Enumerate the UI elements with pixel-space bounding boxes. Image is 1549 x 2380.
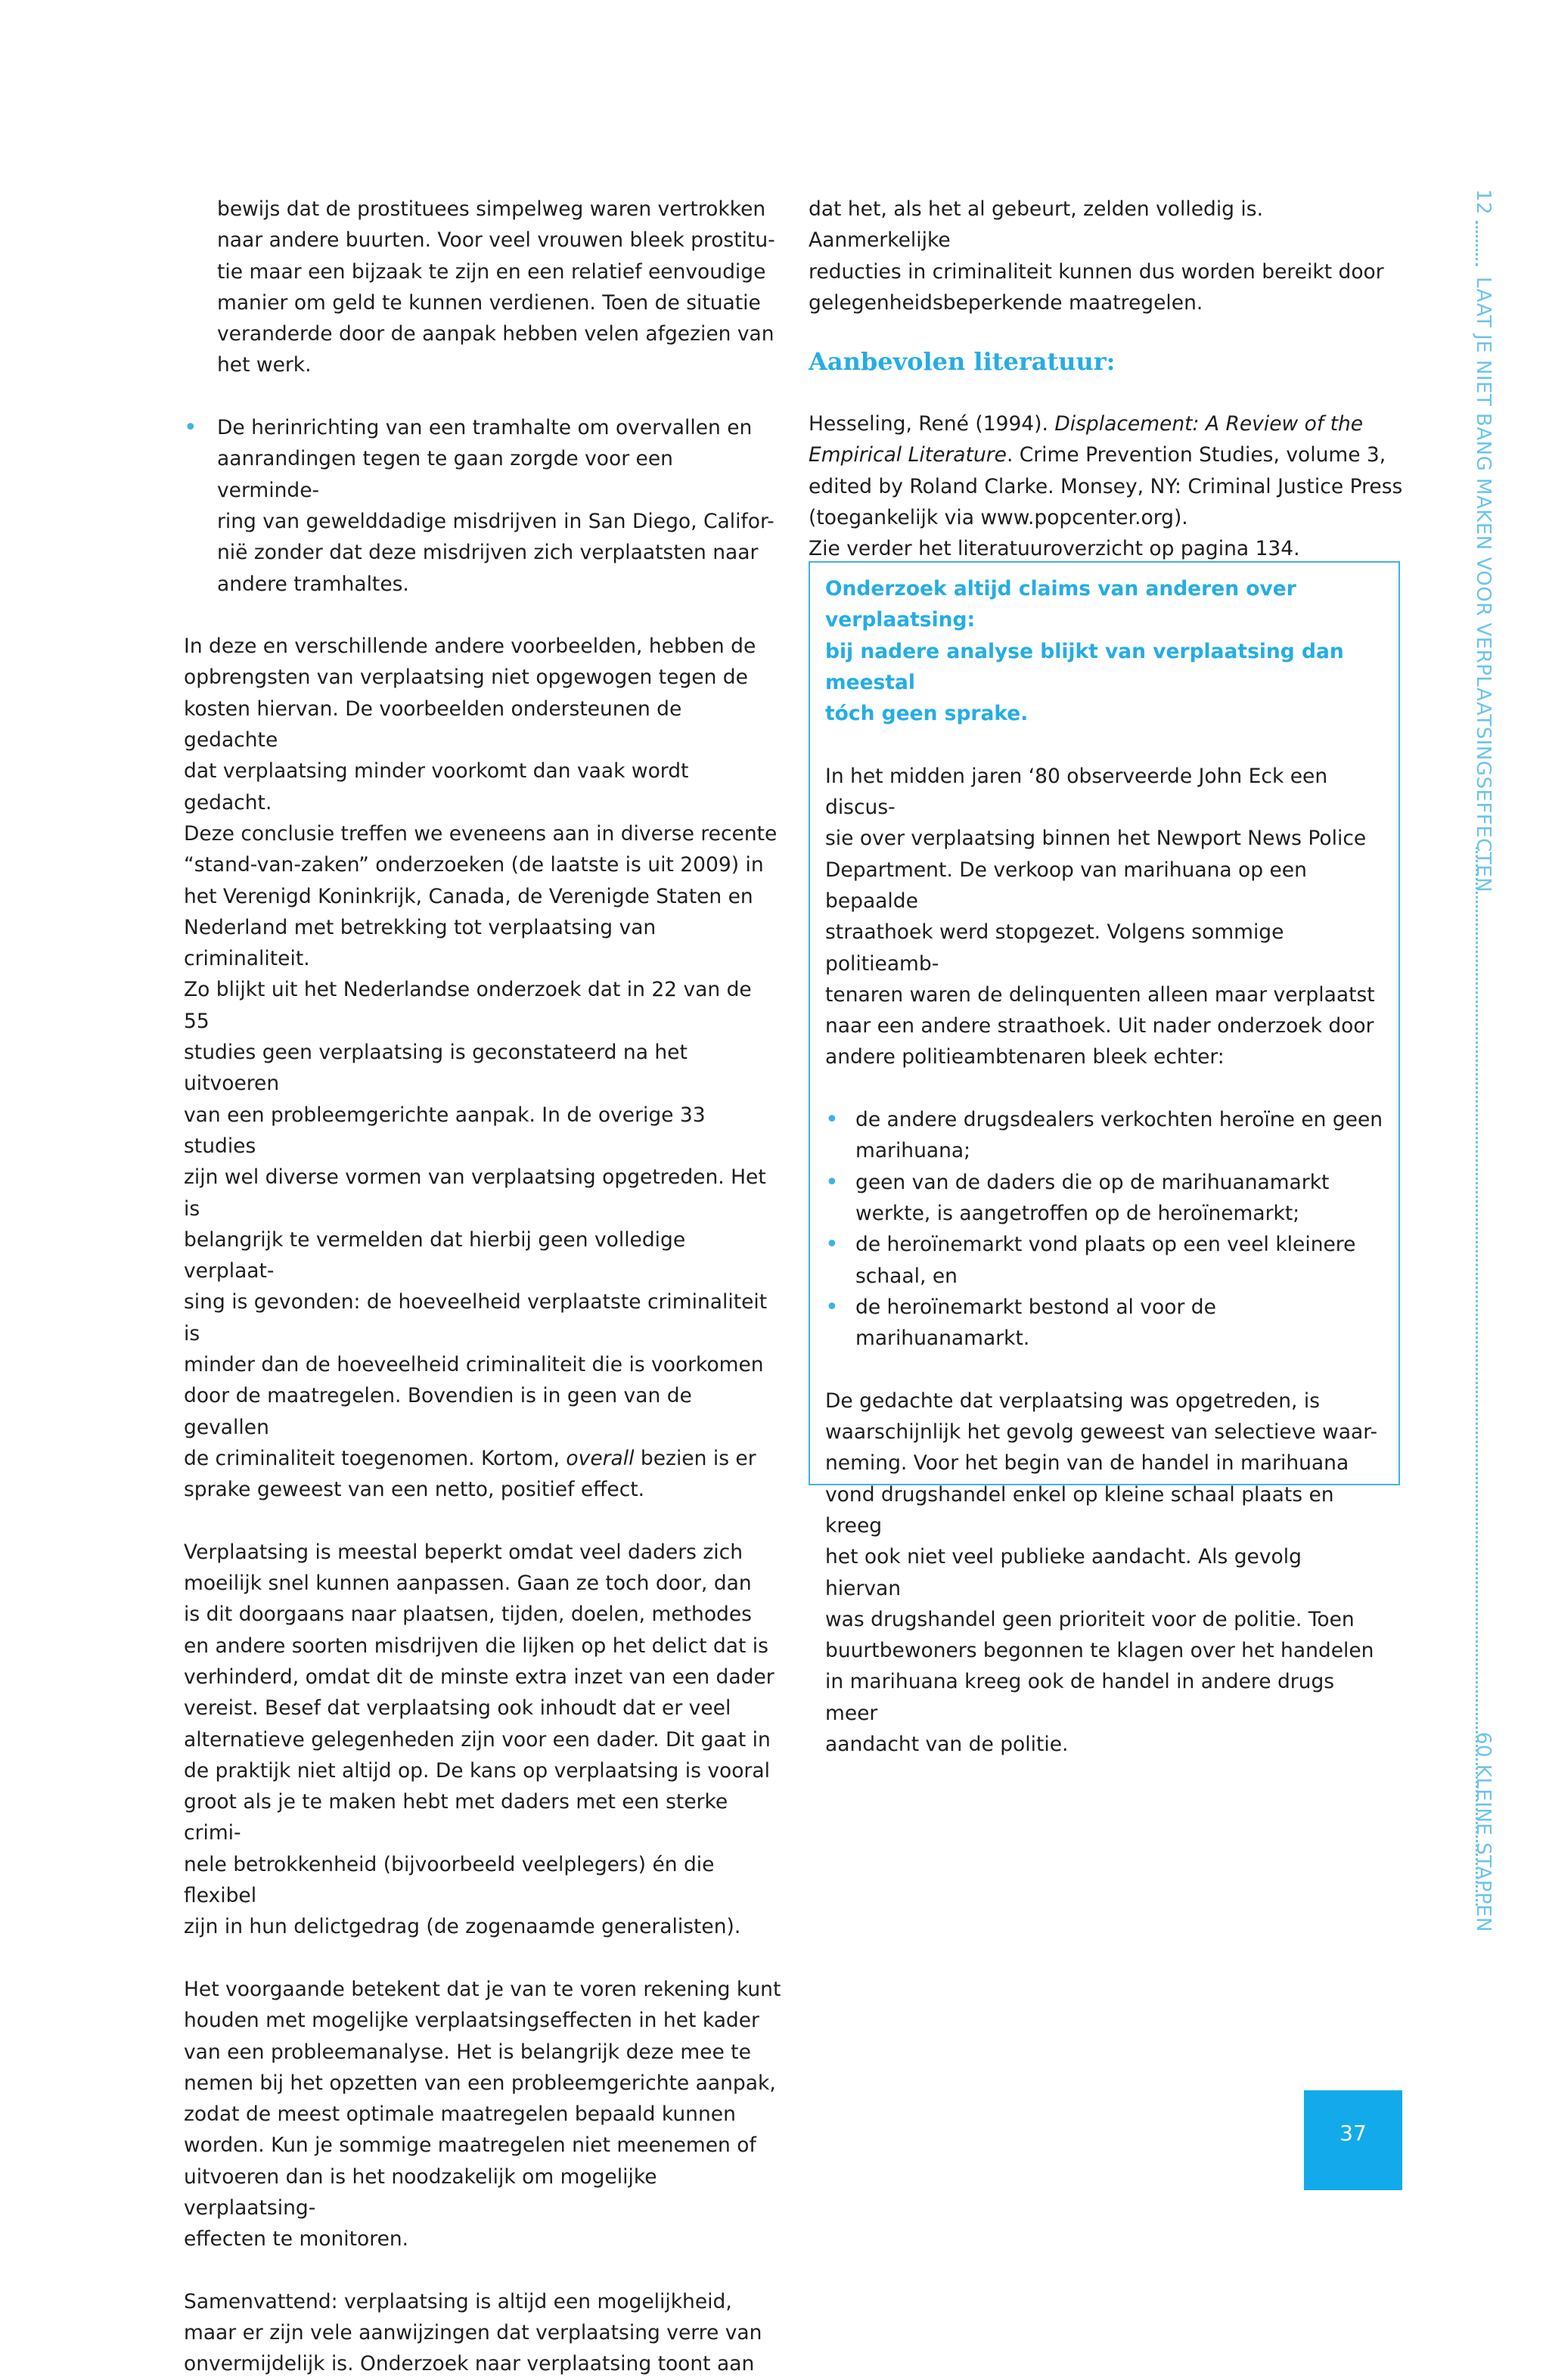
callout-title: Onderzoek altijd claims van anderen over verplaatsing: bij nadere analyse blijkt van verplaatsing dan meestal tóch geen sprake. <box>825 577 1344 726</box>
bullet-item-tramhalte: • De herinrichting van een tramhalte om overvallen en aanrandingen tegen te gaan zorgde voor een verminde- ring van gewelddadige misdrijven in San Diego, Califor- nië zonder dat deze misdrijven zich verplaatsten naar andere tramhaltes. <box>184 412 781 600</box>
paragraph-examples <box>184 631 781 1505</box>
paragraph-limited-displacement: Verplaatsing is meestal beperkt omdat veel daders zich moeilijk snel kunnen aanpassen. Gaan ze toch door, dan is dit doorgaans naar plaatsen, tijden, doelen, methodes en andere soorten misdrijven die lijken op het delict dat is verhinderd, omdat dit de minste extra inzet van een dader vereist. Besef dat verplaatsing ook inhoudt dat er veel alternatieve gelegenheden zijn voor een dader. Dit gaat in de praktijk niet altijd op. De kans op verplaatsing is vooral groot als je te maken hebt met daders met een sterke crimi- nele betrokkenheid (bijvoorbeeld veelplegers) én die flexibel zijn in hun delictgedrag (de zogenaamde generalisten). <box>184 1540 774 1939</box>
callout-conclusion: De gedachte dat verplaatsing was opgetreden, is waarschijnlijk het gevolg geweest van selectieve waar- neming. Voor het begin van de handel in marihuana vond drugshandel enkel op kleine schaal plaats en kreeg het ook niet veel publieke aandacht. Als gevolg hiervan was drugshandel geen prioriteit voor de politie. Toen buurtbewoners begonnen te klagen over het handelen in marihuana kreeg ook de handel in andere drugs meer aandacht van de politie. <box>825 1389 1378 1756</box>
callout-box <box>809 561 1400 1756</box>
left-column <box>184 194 781 2380</box>
reference-title: Displacement: A Review of the Empirical Literature <box>809 412 1364 467</box>
callout-bullet-item: • de heroïnemarkt vond plaats op een veel kleinere schaal, en <box>825 1229 1383 1292</box>
book-title: 60 KLEINE STAPPEN <box>1472 1732 1495 1933</box>
reference-author: Hesseling, René (1994). <box>809 412 1055 436</box>
page-number-box <box>1304 2090 1402 2190</box>
section-heading: Aanbevolen literatuur: <box>809 347 1116 377</box>
italic-overall: overall <box>566 1446 635 1470</box>
paragraph-summary: Samenvattend: verplaatsing is altijd een mogelijkheid, maar er zijn vele aanwijzingen dat verplaatsing verre van onvermijdelijk is. Onderzoek naar verplaatsing toont aan <box>184 2289 762 2376</box>
dotted-divider <box>1476 221 1478 266</box>
continued-paragraph: bewijs dat de prostituees simpelweg waren vertrokken naar andere buurten. Voor veel vrouwen bleek prostitu- tie maar een bijzaak te zijn en een relatief eenvoudige manier om geld te kunnen verdienen. Toen de situatie veranderde door de aanpak hebben velen afgezien van het werk. <box>217 197 775 377</box>
callout-intro: In het midden jaren ‘80 observeerde John Eck een discus- sie over verplaatsing binnen het Newport News Police Department. De verkoop van marihuana op een bepaalde straathoek werd stopgezet. Volgens sommige politieamb- tenaren waren de delinquenten alleen maar verplaatst naar een andere straathoek. Uit nader onderzoek door andere politieambtenaren bleek echter: <box>825 764 1375 1069</box>
reference-entry <box>809 408 1406 564</box>
reference-see-also: Zie verder het literatuuroverzicht op pagina 134. <box>809 537 1300 561</box>
paragraph-examples-end: bezien is er sprake geweest van een netto, positief effect. <box>184 1446 756 1502</box>
continued-paragraph-right: dat het, als het al gebeurt, zelden volledig is. Aanmerkelijke reducties in criminaliteit kunnen dus worden bereikt door gelegenheidsbeperkende maatregelen. <box>809 197 1384 315</box>
callout-bullet-item: • de heroïnemarkt bestond al voor de marihuanamarkt. <box>825 1292 1383 1354</box>
paragraph-problem-analysis: Het voorgaande betekent dat je van te voren rekening kunt houden met mogelijke verplaatsingseffecten in het kader van een probleemanalyse. Het is belangrijk deze mee te nemen bij het opzetten van een probleemgerichte aanpak, zodat de meest optimale maatregelen bepaald kunnen worden. Kun je sommige maatregelen niet meenemen of uitvoeren dan is het noodzakelijk om mogelijke verplaatsing- effecten te monitoren. <box>184 1977 781 2251</box>
callout-bullet-item: • de andere drugsdealers verkochten heroïne en geen marihuana; <box>825 1104 1383 1167</box>
reference-details: . Crime Prevention Studies, volume 3, edited by Roland Clarke. Monsey, NY: Criminal Justice Press (toegankelijk via www.popcenter.org). <box>809 443 1403 530</box>
callout-bullet-list <box>825 1104 1383 1354</box>
right-column <box>809 194 1406 565</box>
paragraph-examples-text: In deze en verschillende andere voorbeelden, hebben de opbrengsten van verplaatsing niet opgewogen tegen de kosten hiervan. De voorbeelden ondersteunen de gedachte dat verplaatsing minder voorkomt dan vaak wordt gedacht. Deze conclusie treffen we eveneens aan in diverse recente “stand-van-zaken” onderzoeken (de laatste is uit 2009) in het Verenigd Koninkrijk, Canada, de Verenigde Staten en Nederland met betrekking tot verplaatsing van criminaliteit. Zo blijkt uit het Nederlandse onderzoek dat in 22 van de 55 studies geen verplaatsing is geconstateerd na het uitvoeren van een probleemgerichte aanpak. In de overige 33 studies zijn wel diverse vormen van verplaatsing opgetreden. Het is belangrijk te vermelden dat hierbij geen volledige verplaat- sing is gevonden: de hoeveelheid verplaatste criminaliteit is minder dan de hoeveelheid criminaliteit die is voorkomen door de maatregelen. Bovendien is in geen van de gevallen de criminaliteit toegenomen. Kortom, <box>184 635 778 1470</box>
chapter-title: LAAT JE NIET BANG MAKEN VOOR VERPLAATSINGSEFFECTEN <box>1472 277 1495 893</box>
running-header-sidebar <box>1472 189 1499 1936</box>
callout-bullet-item: • geen van de daders die op de marihuanamarkt werkte, is aangetroffen op de heroïnemarkt; <box>825 1167 1383 1230</box>
chapter-number: 12 <box>1472 189 1495 216</box>
page-number: 37 <box>1339 2121 1367 2146</box>
